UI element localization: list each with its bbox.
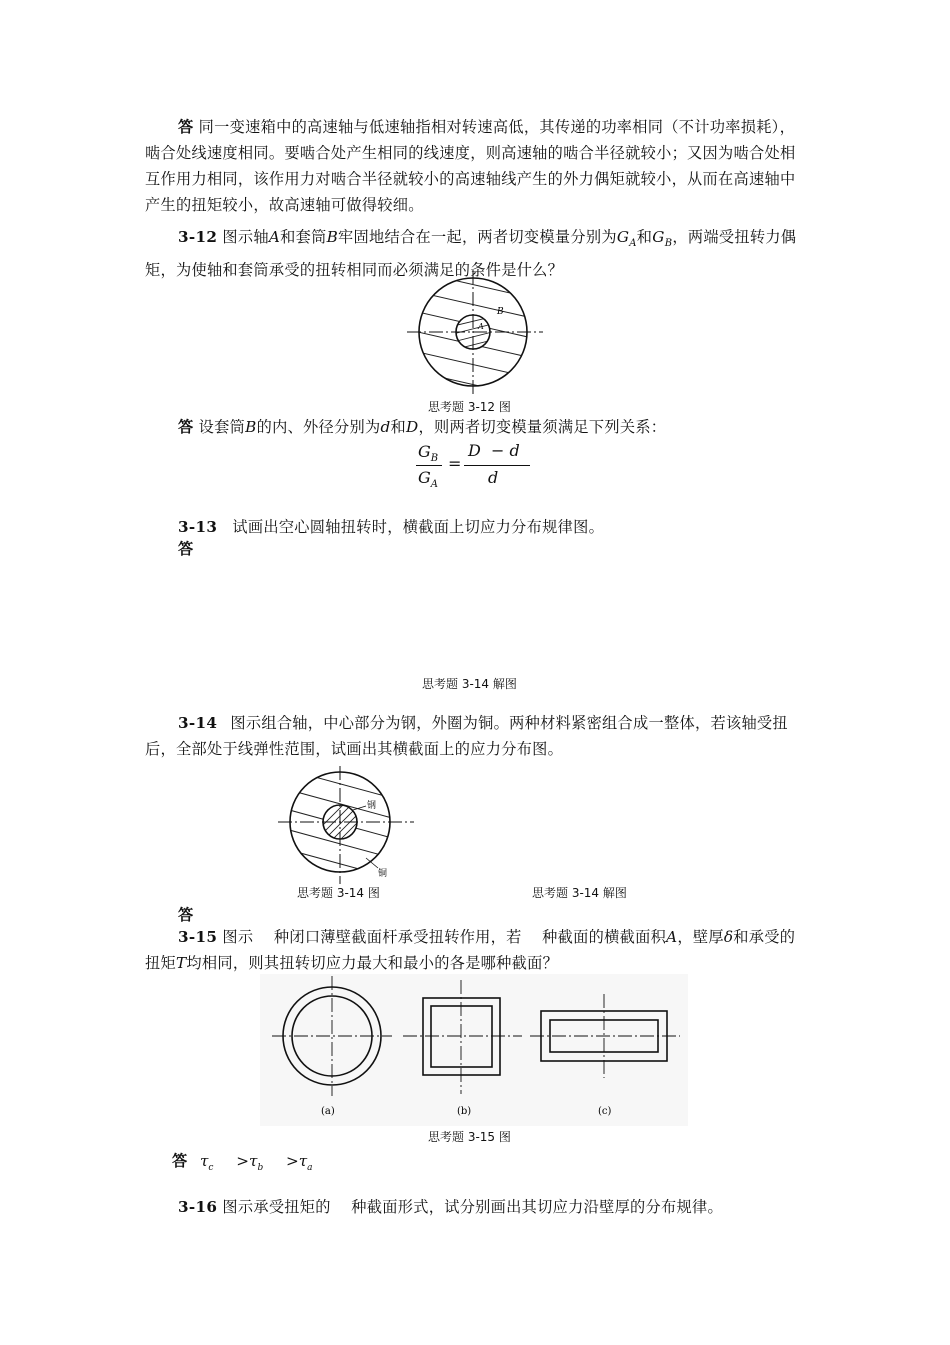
- figure-3-14: [278, 766, 418, 884]
- label-copper: 铜: [378, 869, 388, 879]
- symbol-A: A: [268, 228, 281, 246]
- question-number: 3-16: [178, 1198, 218, 1216]
- answer-3-15: [172, 1148, 313, 1181]
- question-3-15: [145, 924, 810, 976]
- label-c: (c): [598, 1106, 612, 1117]
- question-text: 图示轴: [222, 228, 269, 246]
- section-c: [530, 994, 680, 1078]
- subscript: B: [430, 453, 439, 465]
- rhs-numerator: D − d: [468, 441, 520, 460]
- symbol-D: D: [406, 418, 419, 436]
- question-text: 图示组合轴，中心部分为钢，外圈为铜。两种材料紧密组合成一整体，若该轴受扭后，全部处于线弹性范围，试画出其横截面上的应力分布图。: [145, 714, 788, 758]
- greater-than: >: [236, 1152, 250, 1170]
- symbol-B: B: [245, 418, 257, 436]
- equals-sign: =: [448, 454, 462, 473]
- answer-text: 同一变速箱中的高速轴与低速轴指相对转速高低，其传递的功率相同（不计功率损耗），啮合处线速度相同。要啮合处产生相同的线速度，则高速轴的啮合半径就较小；又因为啮合处相互作用力相同，该作用力对啮合半径就较小的高速轴线产生的外力偶矩就较小，从而在高速轴中产生的扭矩较小，故高速轴可做得较细。: [145, 118, 796, 214]
- symbol-B: B: [326, 228, 339, 246]
- symbol-G: G: [418, 442, 431, 461]
- label-b: (b): [457, 1106, 472, 1117]
- subscript: a: [307, 1163, 313, 1174]
- figure-caption: 思考题 3-14 解图: [422, 677, 517, 691]
- question-3-14: [145, 710, 810, 762]
- symbol-T: T: [175, 954, 187, 972]
- label-A: A: [478, 322, 484, 331]
- answer-text: 设套筒: [198, 418, 246, 436]
- label-a: (a): [321, 1106, 335, 1117]
- subscript: A: [430, 479, 439, 491]
- question-number: 3-13: [178, 518, 218, 536]
- question-text: 图示承受扭矩的 种截面形式，试分别画出其切应力沿壁厚的分布规律。: [222, 1198, 723, 1216]
- section-a: [272, 976, 392, 1096]
- question-number: 3-15: [178, 928, 218, 946]
- answer-label: 答: [178, 118, 194, 136]
- fraction-bar: [416, 465, 442, 466]
- answer-3-12: [145, 414, 810, 440]
- question-text: 和承受的扭矩: [145, 928, 796, 972]
- answer-label: 答: [178, 540, 194, 558]
- symbol-G: G: [616, 228, 630, 246]
- answer-label: 答: [178, 906, 194, 924]
- answer-text: ，则两者切变模量须满足下列关系：: [418, 418, 667, 436]
- figure-caption: 思考题 3-15 图: [428, 1130, 511, 1144]
- symbol-tau: τ: [200, 1152, 209, 1170]
- figure-caption-right: 思考题 3-14 解图: [532, 886, 627, 900]
- question-text: 试画出空心圆轴扭转时，横截面上切应力分布规律图。: [232, 518, 605, 536]
- symbol-G: G: [652, 228, 665, 246]
- label-B: B: [497, 307, 504, 317]
- symbol-G: G: [418, 468, 431, 487]
- answer-label: 答: [178, 418, 194, 436]
- question-text: 和: [636, 228, 653, 246]
- subscript: B: [664, 238, 673, 250]
- question-text: 均相同，则其扭转切应力最大和最小的各是哪种截面？: [186, 954, 559, 972]
- subscript: c: [208, 1163, 214, 1174]
- figure-3-15: [260, 974, 688, 1126]
- figure-caption-left: 思考题 3-14 图: [297, 886, 380, 900]
- answer-text: 的内、外径分别为: [256, 418, 381, 436]
- symbol-A: A: [666, 928, 678, 946]
- question-number: 3-14: [178, 714, 218, 732]
- question-text: 和套筒: [280, 228, 327, 246]
- answer-text: 和: [390, 418, 407, 436]
- figure-caption: 思考题 3-12 图: [428, 400, 511, 414]
- answer-3-11-paragraph: [145, 114, 810, 218]
- greater-than: >: [286, 1152, 299, 1170]
- rhs-denominator: d: [488, 468, 499, 487]
- question-text: 牢固地结合在一起，两者切变模量分别为: [338, 228, 617, 246]
- fraction-bar: [464, 465, 530, 466]
- symbol-d: d: [380, 418, 391, 436]
- figure-3-12: [405, 270, 545, 400]
- question-number: 3-12: [178, 228, 218, 246]
- answer-label: 答: [172, 1152, 188, 1170]
- equation: [416, 440, 536, 492]
- question-text: ，两端受扭转力偶矩，为使轴和套筒承受的扭转相同而必须满足的条件是什么？: [145, 228, 797, 280]
- symbol-tau: τ: [298, 1152, 308, 1170]
- subscript: b: [257, 1163, 264, 1174]
- question-text: 图示 种闭口薄壁截面杆承受扭转作用，若 种截面的横截面积: [222, 928, 667, 946]
- subscript: A: [629, 238, 637, 250]
- label-steel: 钢: [367, 801, 377, 811]
- symbol-tau: τ: [249, 1152, 258, 1170]
- question-text: ，壁厚: [677, 928, 724, 946]
- section-b: [403, 980, 522, 1094]
- question-3-16: [145, 1194, 810, 1220]
- symbol-delta: δ: [723, 928, 734, 946]
